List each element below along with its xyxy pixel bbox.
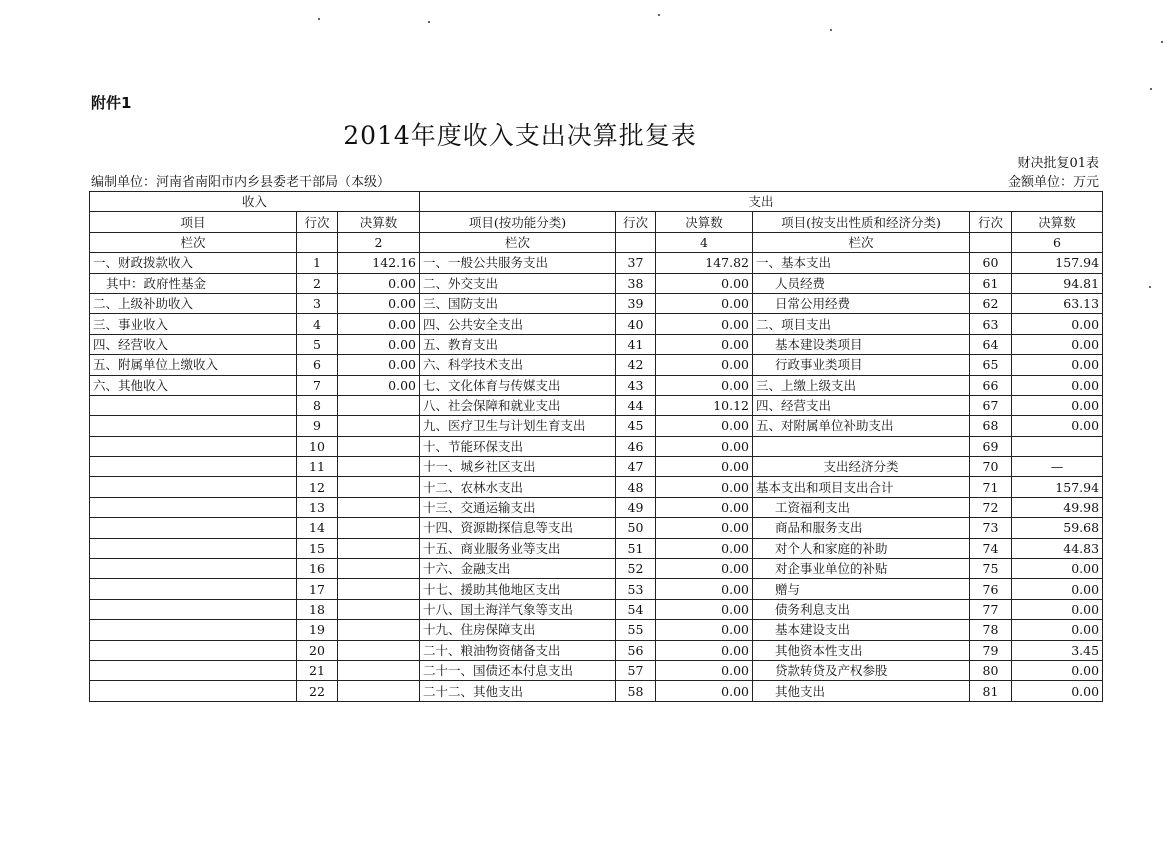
- econ-rowno: 69: [970, 436, 1012, 456]
- func-amount: 0.00: [656, 599, 753, 619]
- func-rowno: 37: [616, 253, 656, 273]
- income-amount: [338, 457, 420, 477]
- income-item: [90, 416, 297, 436]
- func-rowno: 48: [616, 477, 656, 497]
- func-amount: 0.00: [656, 355, 753, 375]
- table-row: [90, 518, 1103, 538]
- econ-rowno: 63: [970, 314, 1012, 334]
- income-rowno: 7: [297, 375, 338, 395]
- econ-item: 人员经费: [753, 273, 970, 293]
- func-amount: 0.00: [656, 538, 753, 558]
- func-rowno: 41: [616, 334, 656, 354]
- table-row: [90, 559, 1103, 579]
- col-func-amount: 决算数: [656, 212, 753, 232]
- income-amount: 142.16: [338, 253, 420, 273]
- income-item: [90, 620, 297, 640]
- func-item: 二、外交支出: [420, 273, 616, 293]
- table-row: [90, 273, 1103, 293]
- econ-amount: 0.00: [1012, 559, 1103, 579]
- org-name: 编制单位：河南省南阳市内乡县委老干部局（本级）: [91, 175, 391, 190]
- econ-rowno: 78: [970, 620, 1012, 640]
- econ-item: 日常公用经费: [753, 293, 970, 313]
- econ-amount: 0.00: [1012, 681, 1103, 701]
- income-amount: [338, 640, 420, 660]
- econ-amount: 94.81: [1012, 273, 1103, 293]
- income-item: 二、上级补助收入: [90, 293, 297, 313]
- income-amount: [338, 599, 420, 619]
- income-amount: [338, 395, 420, 415]
- econ-rowno: 77: [970, 599, 1012, 619]
- econ-rowno: 75: [970, 559, 1012, 579]
- income-item: [90, 640, 297, 660]
- econ-rowno: 73: [970, 518, 1012, 538]
- income-rowno: 21: [297, 660, 338, 680]
- func-amount: 0.00: [656, 334, 753, 354]
- func-item: 十四、资源勘探信息等支出: [420, 518, 616, 538]
- func-rowno: 55: [616, 620, 656, 640]
- func-rowno: 40: [616, 314, 656, 334]
- income-rowno: 1: [297, 253, 338, 273]
- income-rowno: 8: [297, 395, 338, 415]
- income-rowno: 19: [297, 620, 338, 640]
- income-rowno: 5: [297, 334, 338, 354]
- econ-amount: 0.00: [1012, 599, 1103, 619]
- table-row: [90, 253, 1103, 273]
- func-amount: 0.00: [656, 559, 753, 579]
- income-rowno: 11: [297, 457, 338, 477]
- econ-amount: 0.00: [1012, 620, 1103, 640]
- col-income-item: 项目: [90, 212, 297, 232]
- econ-rowno: 81: [970, 681, 1012, 701]
- func-amount: 0.00: [656, 416, 753, 436]
- func-rowno: 53: [616, 579, 656, 599]
- income-rowno: 16: [297, 559, 338, 579]
- income-item: [90, 395, 297, 415]
- econ-amount: —: [1012, 457, 1103, 477]
- func-rowno: 56: [616, 640, 656, 660]
- income-item: [90, 660, 297, 680]
- table-row: [90, 334, 1103, 354]
- econ-item: 基本支出和项目支出合计: [753, 477, 970, 497]
- econ-item: 工资福利支出: [753, 497, 970, 517]
- econ-rowno: 68: [970, 416, 1012, 436]
- table-row: [90, 497, 1103, 517]
- table-row: [90, 314, 1103, 334]
- income-amount: 0.00: [338, 314, 420, 334]
- income-amount: 0.00: [338, 355, 420, 375]
- func-amount: 0.00: [656, 273, 753, 293]
- col-income-amount: 决算数: [338, 212, 420, 232]
- table-row: [90, 681, 1103, 701]
- func-rowno: 43: [616, 375, 656, 395]
- econ-rowno: 64: [970, 334, 1012, 354]
- income-amount: [338, 436, 420, 456]
- col-label-blank-2: [616, 232, 656, 252]
- econ-item: 一、基本支出: [753, 253, 970, 273]
- func-rowno: 47: [616, 457, 656, 477]
- func-item: 四、公共安全支出: [420, 314, 616, 334]
- budget-table: [89, 191, 1103, 702]
- income-item: 三、事业收入: [90, 314, 297, 334]
- table-row: [90, 579, 1103, 599]
- income-rowno: 3: [297, 293, 338, 313]
- income-rowno: 17: [297, 579, 338, 599]
- econ-amount: 0.00: [1012, 660, 1103, 680]
- expense-header: 支出: [420, 192, 1103, 212]
- income-header: 收入: [90, 192, 420, 212]
- income-rowno: 2: [297, 273, 338, 293]
- func-item: 十三、交通运输支出: [420, 497, 616, 517]
- table-row: [90, 477, 1103, 497]
- form-number: 财决批复01表: [1017, 156, 1099, 171]
- econ-rowno: 61: [970, 273, 1012, 293]
- func-amount: 0.00: [656, 579, 753, 599]
- func-item: 二十二、其他支出: [420, 681, 616, 701]
- econ-item: 商品和服务支出: [753, 518, 970, 538]
- func-amount: 0.00: [656, 293, 753, 313]
- func-amount: 0.00: [656, 314, 753, 334]
- econ-rowno: 60: [970, 253, 1012, 273]
- table-row: [90, 640, 1103, 660]
- econ-amount: 44.83: [1012, 538, 1103, 558]
- func-item: 十一、城乡社区支出: [420, 457, 616, 477]
- econ-amount: 3.45: [1012, 640, 1103, 660]
- attachment-label: 附件1: [91, 94, 132, 112]
- table-row: [90, 375, 1103, 395]
- econ-amount: 0.00: [1012, 355, 1103, 375]
- income-rowno: 9: [297, 416, 338, 436]
- econ-rowno: 65: [970, 355, 1012, 375]
- income-amount: 0.00: [338, 273, 420, 293]
- func-item: 十九、住房保障支出: [420, 620, 616, 640]
- econ-amount: 63.13: [1012, 293, 1103, 313]
- page-title: 2014年度收入支出决算批复表: [343, 121, 697, 150]
- func-amount: 10.12: [656, 395, 753, 415]
- econ-item: 五、对附属单位补助支出: [753, 416, 970, 436]
- func-rowno: 39: [616, 293, 656, 313]
- income-amount: 0.00: [338, 375, 420, 395]
- table-row: [90, 599, 1103, 619]
- table-row: [90, 395, 1103, 415]
- func-amount: 0.00: [656, 620, 753, 640]
- amount-unit: 金额单位：万元: [1007, 175, 1099, 190]
- func-rowno: 38: [616, 273, 656, 293]
- table-row: [90, 538, 1103, 558]
- income-item: [90, 538, 297, 558]
- econ-rowno: 67: [970, 395, 1012, 415]
- econ-rowno: 62: [970, 293, 1012, 313]
- func-item: 十二、农林水支出: [420, 477, 616, 497]
- income-amount: 0.00: [338, 334, 420, 354]
- func-item: 十八、国土海洋气象等支出: [420, 599, 616, 619]
- func-amount: 0.00: [656, 477, 753, 497]
- func-amount: 0.00: [656, 457, 753, 477]
- econ-amount: [1012, 436, 1103, 456]
- col-income-rowno: 行次: [297, 212, 338, 232]
- econ-amount: 0.00: [1012, 334, 1103, 354]
- econ-rowno: 66: [970, 375, 1012, 395]
- func-item: 十五、商业服务业等支出: [420, 538, 616, 558]
- econ-item: 其他资本性支出: [753, 640, 970, 660]
- income-rowno: 4: [297, 314, 338, 334]
- income-rowno: 12: [297, 477, 338, 497]
- income-rowno: 15: [297, 538, 338, 558]
- func-rowno: 50: [616, 518, 656, 538]
- col-econ-item: 项目(按支出性质和经济分类): [753, 212, 970, 232]
- income-amount: [338, 559, 420, 579]
- econ-amount: 157.94: [1012, 477, 1103, 497]
- func-rowno: 57: [616, 660, 656, 680]
- col-econ-rowno: 行次: [970, 212, 1012, 232]
- func-amount: 147.82: [656, 253, 753, 273]
- income-amount: 0.00: [338, 293, 420, 313]
- col-label-1: 栏次: [90, 232, 297, 252]
- econ-item: 债务利息支出: [753, 599, 970, 619]
- col-label-3: 栏次: [420, 232, 616, 252]
- econ-amount: 0.00: [1012, 395, 1103, 415]
- econ-rowno: 71: [970, 477, 1012, 497]
- econ-item: 四、经营支出: [753, 395, 970, 415]
- income-item: [90, 436, 297, 456]
- func-item: 十六、金融支出: [420, 559, 616, 579]
- func-item: 五、教育支出: [420, 334, 616, 354]
- income-item: 六、其他收入: [90, 375, 297, 395]
- income-rowno: 22: [297, 681, 338, 701]
- income-item: 一、财政拨款收入: [90, 253, 297, 273]
- func-amount: 0.00: [656, 375, 753, 395]
- econ-rowno: 76: [970, 579, 1012, 599]
- func-item: 一、一般公共服务支出: [420, 253, 616, 273]
- income-amount: [338, 477, 420, 497]
- func-rowno: 49: [616, 497, 656, 517]
- col-label-2: 2: [338, 232, 420, 252]
- econ-item: 三、上缴上级支出: [753, 375, 970, 395]
- func-amount: 0.00: [656, 436, 753, 456]
- col-func-rowno: 行次: [616, 212, 656, 232]
- income-item: 四、经营收入: [90, 334, 297, 354]
- income-item: 其中：政府性基金: [90, 273, 297, 293]
- func-rowno: 54: [616, 599, 656, 619]
- econ-amount: 0.00: [1012, 579, 1103, 599]
- income-item: [90, 457, 297, 477]
- econ-item: 基本建设支出: [753, 620, 970, 640]
- func-item: 九、医疗卫生与计划生育支出: [420, 416, 616, 436]
- income-item: [90, 559, 297, 579]
- econ-item: 其他支出: [753, 681, 970, 701]
- table-row: [90, 457, 1103, 477]
- table-row: [90, 416, 1103, 436]
- income-item: [90, 497, 297, 517]
- func-item: 二十一、国债还本付息支出: [420, 660, 616, 680]
- func-item: 八、社会保障和就业支出: [420, 395, 616, 415]
- func-item: 六、科学技术支出: [420, 355, 616, 375]
- econ-item: 行政事业类项目: [753, 355, 970, 375]
- col-func-item: 项目(按功能分类): [420, 212, 616, 232]
- func-rowno: 46: [616, 436, 656, 456]
- econ-amount: 59.68: [1012, 518, 1103, 538]
- econ-item: 支出经济分类: [753, 457, 970, 477]
- income-rowno: 13: [297, 497, 338, 517]
- col-label-blank-3: [970, 232, 1012, 252]
- econ-item: 对个人和家庭的补助: [753, 538, 970, 558]
- econ-item: 贷款转贷及产权参股: [753, 660, 970, 680]
- econ-amount: 0.00: [1012, 416, 1103, 436]
- income-item: [90, 599, 297, 619]
- econ-rowno: 72: [970, 497, 1012, 517]
- income-item: 五、附属单位上缴收入: [90, 355, 297, 375]
- col-econ-amount: 决算数: [1012, 212, 1103, 232]
- col-label-4: 4: [656, 232, 753, 252]
- income-rowno: 20: [297, 640, 338, 660]
- func-item: 七、文化体育与传媒支出: [420, 375, 616, 395]
- income-item: [90, 518, 297, 538]
- income-amount: [338, 538, 420, 558]
- econ-rowno: 70: [970, 457, 1012, 477]
- income-amount: [338, 518, 420, 538]
- func-item: 十七、援助其他地区支出: [420, 579, 616, 599]
- table-row: [90, 436, 1103, 456]
- econ-amount: 157.94: [1012, 253, 1103, 273]
- income-rowno: 14: [297, 518, 338, 538]
- econ-rowno: 74: [970, 538, 1012, 558]
- func-rowno: 52: [616, 559, 656, 579]
- econ-amount: 49.98: [1012, 497, 1103, 517]
- func-item: 二十、粮油物资储备支出: [420, 640, 616, 660]
- func-rowno: 51: [616, 538, 656, 558]
- income-item: [90, 477, 297, 497]
- func-rowno: 42: [616, 355, 656, 375]
- econ-item: 对企事业单位的补贴: [753, 559, 970, 579]
- table-row: [90, 660, 1103, 680]
- econ-rowno: 80: [970, 660, 1012, 680]
- income-rowno: 10: [297, 436, 338, 456]
- income-amount: [338, 660, 420, 680]
- econ-amount: 0.00: [1012, 314, 1103, 334]
- income-rowno: 18: [297, 599, 338, 619]
- table-row: [90, 293, 1103, 313]
- col-label-blank-1: [297, 232, 338, 252]
- func-item: 三、国防支出: [420, 293, 616, 313]
- func-item: 十、节能环保支出: [420, 436, 616, 456]
- econ-rowno: 79: [970, 640, 1012, 660]
- econ-item: 二、项目支出: [753, 314, 970, 334]
- econ-item: 赠与: [753, 579, 970, 599]
- func-amount: 0.00: [656, 640, 753, 660]
- func-rowno: 45: [616, 416, 656, 436]
- income-amount: [338, 681, 420, 701]
- income-amount: [338, 497, 420, 517]
- econ-item: 基本建设类项目: [753, 334, 970, 354]
- income-amount: [338, 579, 420, 599]
- income-item: [90, 681, 297, 701]
- table-row: [90, 355, 1103, 375]
- econ-item: [753, 436, 970, 456]
- income-item: [90, 579, 297, 599]
- func-amount: 0.00: [656, 681, 753, 701]
- income-amount: [338, 620, 420, 640]
- econ-amount: 0.00: [1012, 375, 1103, 395]
- func-rowno: 58: [616, 681, 656, 701]
- col-label-6: 6: [1012, 232, 1103, 252]
- func-amount: 0.00: [656, 518, 753, 538]
- func-amount: 0.00: [656, 497, 753, 517]
- table-row: [90, 620, 1103, 640]
- func-amount: 0.00: [656, 660, 753, 680]
- func-rowno: 44: [616, 395, 656, 415]
- income-rowno: 6: [297, 355, 338, 375]
- col-label-5: 栏次: [753, 232, 970, 252]
- income-amount: [338, 416, 420, 436]
